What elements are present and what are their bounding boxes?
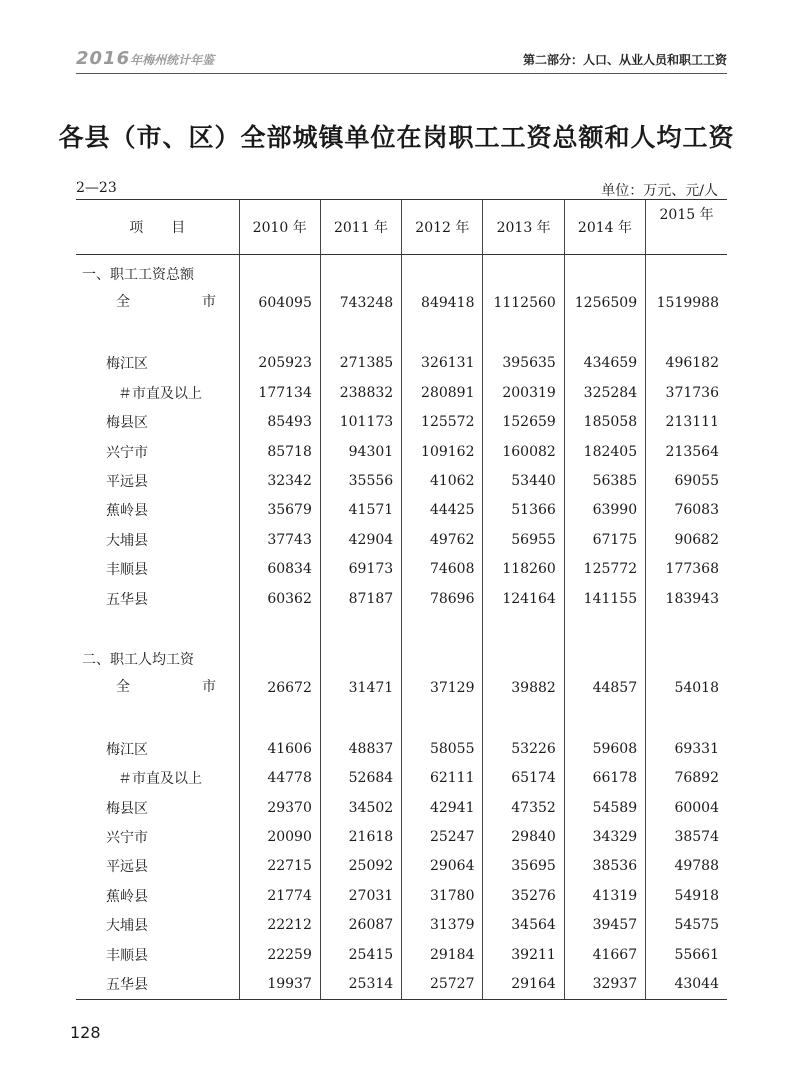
value-cell: 35695 — [483, 852, 564, 881]
value-cell: 185058 — [564, 408, 645, 437]
value-cell: 42941 — [402, 793, 483, 822]
value-cell: 65174 — [483, 763, 564, 792]
table-body — [76, 255, 727, 1000]
empty-cell — [483, 613, 564, 644]
value-cell: 849418 — [402, 288, 483, 317]
value-cell: 1519988 — [646, 288, 727, 317]
value-cell: 177368 — [646, 555, 727, 584]
row-label-cell — [76, 910, 239, 939]
empty-cell — [239, 255, 320, 289]
value-cell: 20090 — [239, 822, 320, 851]
value-cell: 69331 — [646, 734, 727, 763]
value-cell: 35556 — [320, 466, 401, 495]
value-cell: 62111 — [402, 763, 483, 792]
value-cell: 85718 — [239, 437, 320, 466]
empty-cell — [320, 613, 401, 644]
row-label: 梅县区 — [106, 800, 148, 817]
unit-label: 单位：万元、元/人 — [601, 183, 718, 199]
value-cell: 74608 — [402, 555, 483, 584]
value-cell: 87187 — [320, 584, 401, 613]
row-label: 五华县 — [106, 591, 148, 608]
value-cell: 69055 — [646, 466, 727, 495]
empty-cell — [483, 255, 564, 289]
value-cell: 41571 — [320, 496, 401, 525]
value-cell: 53226 — [483, 734, 564, 763]
row-label-cell — [76, 969, 239, 999]
value-cell: 35276 — [483, 881, 564, 910]
empty-cell — [483, 644, 564, 673]
value-cell: 371736 — [646, 378, 727, 407]
value-cell: 182405 — [564, 437, 645, 466]
empty-cell — [483, 703, 564, 734]
value-cell: 101173 — [320, 408, 401, 437]
empty-cell — [564, 644, 645, 673]
value-cell: 90682 — [646, 525, 727, 554]
value-cell: 53440 — [483, 466, 564, 495]
row-label-cell — [76, 584, 239, 613]
empty-cell — [564, 613, 645, 644]
yearbook-year: 2016 — [76, 48, 131, 69]
empty-cell — [402, 644, 483, 673]
value-cell: 56385 — [564, 466, 645, 495]
row-label-cell — [76, 793, 239, 822]
row-label-cell — [76, 437, 239, 466]
value-cell: 19937 — [239, 969, 320, 999]
empty-cell — [320, 318, 401, 349]
value-cell: 49762 — [402, 525, 483, 554]
empty-cell — [646, 644, 727, 673]
value-cell: 160082 — [483, 437, 564, 466]
header-rule — [76, 73, 727, 74]
value-cell: 29184 — [402, 940, 483, 969]
value-cell: 54589 — [564, 793, 645, 822]
value-cell: 54018 — [646, 674, 727, 703]
value-cell: 31379 — [402, 910, 483, 939]
table-row — [76, 881, 727, 910]
value-cell: 604095 — [239, 288, 320, 317]
value-cell: 21618 — [320, 822, 401, 851]
section-label-cell — [76, 644, 239, 673]
value-cell: 43044 — [646, 969, 727, 999]
row-label: 大埔县 — [106, 532, 148, 549]
value-cell: 38536 — [564, 852, 645, 881]
row-label: 蕉岭县 — [106, 888, 148, 905]
value-cell: 63990 — [564, 496, 645, 525]
value-cell: 25727 — [402, 969, 483, 999]
table-row — [76, 734, 727, 763]
empty-cell — [646, 255, 727, 289]
empty-cell — [402, 613, 483, 644]
empty-cell — [239, 318, 320, 349]
value-cell: 109162 — [402, 437, 483, 466]
value-cell: 60004 — [646, 793, 727, 822]
value-cell: 44778 — [239, 763, 320, 792]
value-cell: 183943 — [646, 584, 727, 613]
row-label: 梅江区 — [106, 356, 148, 373]
value-cell: 78696 — [402, 584, 483, 613]
table-row — [76, 466, 727, 495]
empty-cell — [320, 703, 401, 734]
spacer-row — [76, 613, 727, 644]
table-row — [76, 940, 727, 969]
value-cell: 25092 — [320, 852, 401, 881]
header-year: 2011 年 — [320, 200, 401, 255]
value-cell: 395635 — [483, 349, 564, 378]
value-cell: 48837 — [320, 734, 401, 763]
value-cell: 49788 — [646, 852, 727, 881]
empty-cell — [483, 318, 564, 349]
running-header — [76, 46, 727, 70]
header-year: 2014 年 — [564, 200, 645, 255]
value-cell: 37129 — [402, 674, 483, 703]
value-cell: 54918 — [646, 881, 727, 910]
value-cell: 271385 — [320, 349, 401, 378]
value-cell: 280891 — [402, 378, 483, 407]
empty-cell — [402, 255, 483, 289]
row-label: 兴宁市 — [106, 829, 148, 846]
value-cell: 22715 — [239, 852, 320, 881]
value-cell: 29370 — [239, 793, 320, 822]
value-cell: 26672 — [239, 674, 320, 703]
empty-cell — [76, 703, 239, 734]
value-cell: 60362 — [239, 584, 320, 613]
row-label: 蕉岭县 — [106, 503, 148, 520]
row-label-cell — [76, 763, 239, 792]
row-label-cell — [76, 496, 239, 525]
value-cell: 743248 — [320, 288, 401, 317]
value-cell: 76892 — [646, 763, 727, 792]
value-cell: 325284 — [564, 378, 645, 407]
table-row — [76, 555, 727, 584]
row-label: ＃市直及以上 — [118, 771, 202, 788]
value-cell: 39211 — [483, 940, 564, 969]
table-row — [76, 378, 727, 407]
value-cell: 56955 — [483, 525, 564, 554]
spacer-row — [76, 318, 727, 349]
value-cell: 34329 — [564, 822, 645, 851]
value-cell: 141155 — [564, 584, 645, 613]
value-cell: 55661 — [646, 940, 727, 969]
row-label: 兴宁市 — [106, 444, 148, 461]
row-label: 丰顺县 — [106, 947, 148, 964]
value-cell: 125772 — [564, 555, 645, 584]
value-cell: 94301 — [320, 437, 401, 466]
value-cell: 32342 — [239, 466, 320, 495]
empty-cell — [564, 318, 645, 349]
value-cell: 496182 — [646, 349, 727, 378]
row-label: ＃市直及以上 — [118, 385, 202, 402]
row-label: 平远县 — [106, 859, 148, 876]
table-row — [76, 408, 727, 437]
header-year: 2013 年 — [483, 200, 564, 255]
value-cell: 1112560 — [483, 288, 564, 317]
value-cell: 85493 — [239, 408, 320, 437]
value-cell: 434659 — [564, 349, 645, 378]
value-cell: 44857 — [564, 674, 645, 703]
section-label: 二、职工人均工资 — [82, 651, 194, 668]
value-cell: 29064 — [402, 852, 483, 881]
wage-table — [76, 199, 727, 1000]
table-row — [76, 349, 727, 378]
row-label-cell — [76, 852, 239, 881]
header-year: 2012 年 — [402, 200, 483, 255]
value-cell: 25415 — [320, 940, 401, 969]
value-cell: 29840 — [483, 822, 564, 851]
value-cell: 125572 — [402, 408, 483, 437]
value-cell: 152659 — [483, 408, 564, 437]
value-cell: 22259 — [239, 940, 320, 969]
empty-cell — [646, 318, 727, 349]
empty-cell — [239, 644, 320, 673]
value-cell: 37743 — [239, 525, 320, 554]
row-label: 丰顺县 — [106, 562, 148, 579]
row-label: 平远县 — [106, 474, 148, 491]
header-item: 项 目 — [76, 200, 239, 255]
section-label: 一、职工工资总额 — [82, 266, 194, 283]
row-label-cell — [76, 555, 239, 584]
row-label-cell — [76, 349, 239, 378]
row-label-cell — [76, 378, 239, 407]
table-row — [76, 525, 727, 554]
section-row — [76, 255, 727, 289]
value-cell: 22212 — [239, 910, 320, 939]
table-row — [76, 822, 727, 851]
value-cell: 31780 — [402, 881, 483, 910]
table-row — [76, 763, 727, 792]
empty-cell — [76, 613, 239, 644]
whole-city-row — [76, 288, 727, 317]
value-cell: 118260 — [483, 555, 564, 584]
value-cell: 47352 — [483, 793, 564, 822]
yearbook-title — [76, 48, 214, 69]
value-cell: 213564 — [646, 437, 727, 466]
value-cell: 21774 — [239, 881, 320, 910]
value-cell: 44425 — [402, 496, 483, 525]
row-label: 梅县区 — [106, 415, 148, 432]
header-year: 2015 年 — [646, 200, 727, 255]
empty-cell — [320, 644, 401, 673]
table-row — [76, 584, 727, 613]
table-row — [76, 496, 727, 525]
value-cell: 41667 — [564, 940, 645, 969]
row-label-cell — [76, 408, 239, 437]
row-label-cell — [76, 734, 239, 763]
value-cell: 59608 — [564, 734, 645, 763]
empty-cell — [564, 703, 645, 734]
value-cell: 34564 — [483, 910, 564, 939]
row-label — [76, 676, 216, 696]
section-label-cell — [76, 255, 239, 289]
row-label-cell — [76, 466, 239, 495]
table-row — [76, 437, 727, 466]
empty-cell — [564, 255, 645, 289]
value-cell: 32937 — [564, 969, 645, 999]
table-header-row — [76, 200, 727, 255]
value-cell: 35679 — [239, 496, 320, 525]
page-title: 各县（市、区）全部城镇单位在岗职工工资总额和人均工资 — [58, 123, 735, 152]
value-cell: 42904 — [320, 525, 401, 554]
empty-cell — [402, 318, 483, 349]
value-cell: 38574 — [646, 822, 727, 851]
empty-cell — [646, 613, 727, 644]
value-cell: 41606 — [239, 734, 320, 763]
table-row — [76, 910, 727, 939]
value-cell: 58055 — [402, 734, 483, 763]
value-cell: 26087 — [320, 910, 401, 939]
value-cell: 31471 — [320, 674, 401, 703]
value-cell: 177134 — [239, 378, 320, 407]
whole-city-char: 全 — [116, 294, 130, 311]
value-cell: 41319 — [564, 881, 645, 910]
value-cell: 39882 — [483, 674, 564, 703]
value-cell: 27031 — [320, 881, 401, 910]
value-cell: 34502 — [320, 793, 401, 822]
yearbook-name: 年梅州统计年鉴 — [130, 53, 215, 67]
table-row — [76, 969, 727, 999]
empty-cell — [402, 703, 483, 734]
spacer-row — [76, 703, 727, 734]
value-cell: 60834 — [239, 555, 320, 584]
empty-cell — [646, 703, 727, 734]
value-cell: 25247 — [402, 822, 483, 851]
value-cell: 39457 — [564, 910, 645, 939]
value-cell: 66178 — [564, 763, 645, 792]
value-cell: 52684 — [320, 763, 401, 792]
value-cell: 54575 — [646, 910, 727, 939]
whole-city-char: 市 — [202, 679, 216, 696]
value-cell: 76083 — [646, 496, 727, 525]
value-cell: 67175 — [564, 525, 645, 554]
row-label: 梅江区 — [106, 741, 148, 758]
empty-cell — [76, 318, 239, 349]
value-cell: 29164 — [483, 969, 564, 999]
value-cell: 213111 — [646, 408, 727, 437]
whole-city-row — [76, 674, 727, 703]
whole-city-char: 全 — [116, 679, 130, 696]
value-cell: 69173 — [320, 555, 401, 584]
row-label: 大埔县 — [106, 918, 148, 935]
section-heading: 第二部分：人口、从业人员和职工工资 — [522, 53, 727, 67]
empty-cell — [320, 255, 401, 289]
table-row — [76, 852, 727, 881]
row-label-cell — [76, 940, 239, 969]
row-label-cell — [76, 674, 239, 703]
row-label — [76, 291, 216, 311]
value-cell: 326131 — [402, 349, 483, 378]
value-cell: 238832 — [320, 378, 401, 407]
row-label-cell — [76, 822, 239, 851]
value-cell: 25314 — [320, 969, 401, 999]
table-number: 2—23 — [76, 180, 117, 196]
value-cell: 41062 — [402, 466, 483, 495]
row-label-cell — [76, 288, 239, 317]
row-label-cell — [76, 525, 239, 554]
page-number: 128 — [70, 1023, 101, 1042]
row-label-cell — [76, 881, 239, 910]
value-cell: 124164 — [483, 584, 564, 613]
header-year: 2010 年 — [239, 200, 320, 255]
whole-city-char: 市 — [202, 294, 216, 311]
table-row — [76, 793, 727, 822]
value-cell: 51366 — [483, 496, 564, 525]
row-label: 五华县 — [106, 976, 148, 993]
value-cell: 205923 — [239, 349, 320, 378]
value-cell: 1256509 — [564, 288, 645, 317]
section-row — [76, 644, 727, 673]
value-cell: 200319 — [483, 378, 564, 407]
empty-cell — [239, 703, 320, 734]
empty-cell — [239, 613, 320, 644]
